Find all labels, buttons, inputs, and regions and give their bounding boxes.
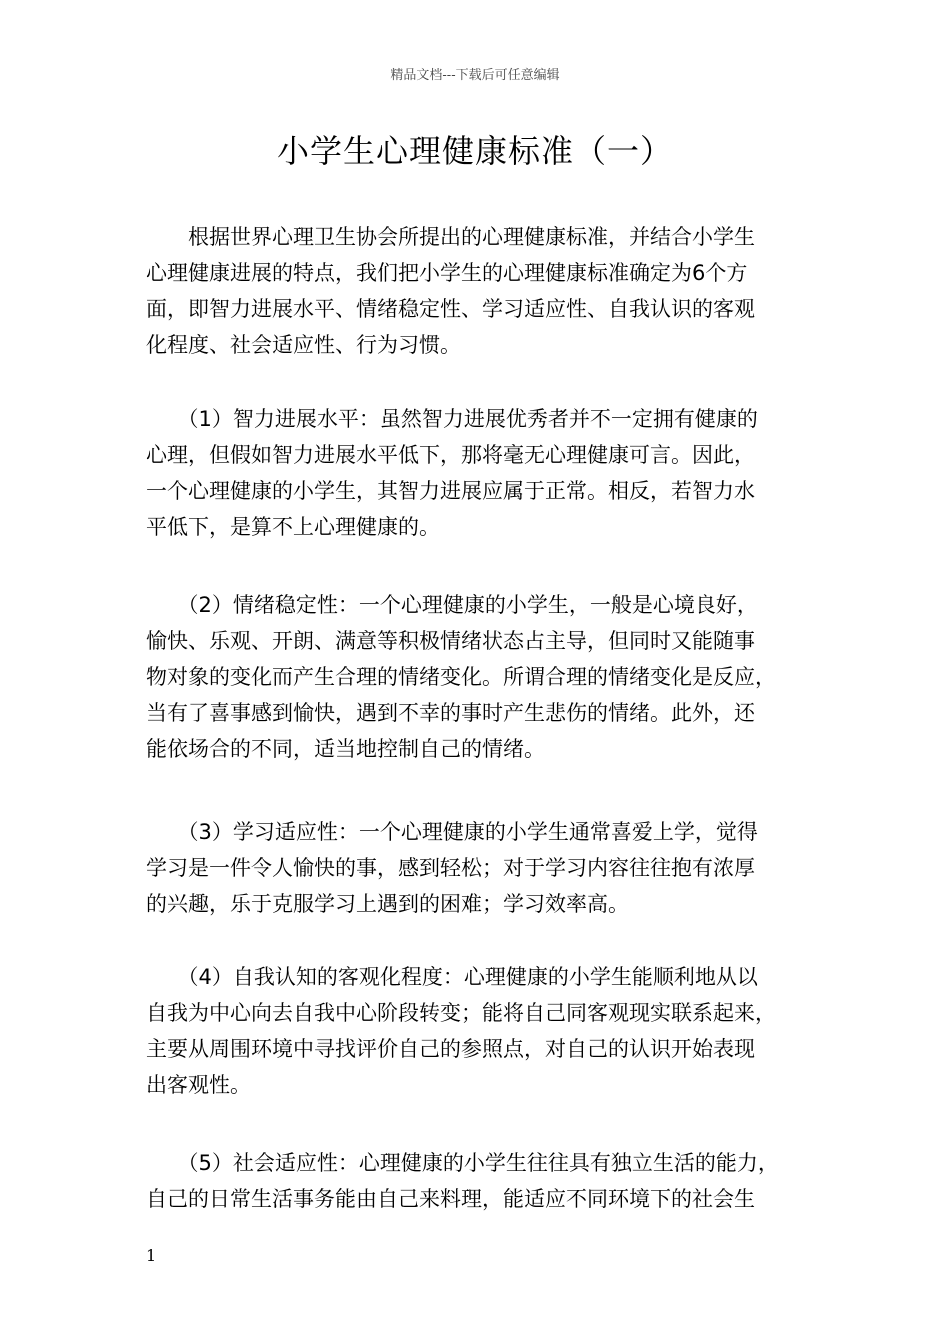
text-line: 一个心理健康的小学生，其智力进展应属于正常。相反，若智力水 (146, 479, 755, 503)
paragraph-learning (146, 814, 814, 922)
page-number: 1 (146, 1246, 157, 1265)
document-title: 小学生心理健康标准（一） (276, 132, 673, 170)
paragraph-social (146, 1145, 814, 1217)
text-line: （1）智力进展水平：虽然智力进展优秀者并不一定拥有健康的 (146, 407, 758, 431)
text-line: （3）学习适应性：一个心理健康的小学生通常喜爱上学，觉得 (146, 820, 758, 844)
text-line: 化程度、社会适应性、行为习惯。 (146, 333, 461, 357)
text-line: 愉快、乐观、开朗、满意等积极情绪状态占主导，但同时又能随事 (146, 629, 755, 653)
text-line: 平低下，是算不上心理健康的。 (146, 515, 440, 539)
text-line: （5）社会适应性：心理健康的小学生往往具有独立生活的能力， (146, 1151, 779, 1175)
text-line: 心理健康进展的特点，我们把小学生的心理健康标准确定为6个方 (146, 261, 748, 285)
text-line: 心理，但假如智力进展水平低下，那将毫无心理健康可言。因此， (146, 443, 755, 467)
paragraph-self-cognition (146, 959, 814, 1103)
text-line: 学习是一件令人愉快的事，感到轻松；对于学习内容往往抱有浓厚 (146, 856, 755, 880)
text-line: 面，即智力进展水平、情绪稳定性、学习适应性、自我认识的客观 (146, 297, 755, 321)
paragraph-emotion (146, 587, 814, 767)
text-line: （4）自我认知的客观化程度：心理健康的小学生能顺利地从以 (146, 965, 758, 989)
text-line: （2）情绪稳定性：一个心理健康的小学生，一般是心境良好， (146, 593, 758, 617)
paragraph-intro (146, 219, 814, 363)
text-line: 自己的日常生活事务能由自己来料理，能适应不同环境下的社会生 (146, 1187, 755, 1211)
text-line: 主要从周围环境中寻找评价自己的参照点，对自己的认识开始表现 (146, 1037, 755, 1061)
text-line: 根据世界心理卫生协会所提出的心理健康标准，并结合小学生 (146, 225, 755, 249)
text-line: 当有了喜事感到愉快，遇到不幸的事时产生悲伤的情绪。此外，还 (146, 701, 755, 725)
page-header: 精品文档---下载后可任意编辑 (390, 68, 560, 83)
text-line: 自我为中心向去自我中心阶段转变；能将自己同客观现实联系起来， (146, 1001, 776, 1025)
text-line: 物对象的变化而产生合理的情绪变化。所谓合理的情绪变化是反应， (146, 665, 776, 689)
text-line: 出客观性。 (146, 1073, 251, 1097)
text-line: 能依场合的不同，适当地控制自己的情绪。 (146, 737, 545, 761)
paragraph-intelligence (146, 401, 814, 545)
text-line: 的兴趣，乐于克服学习上遇到的困难；学习效率高。 (146, 892, 629, 916)
